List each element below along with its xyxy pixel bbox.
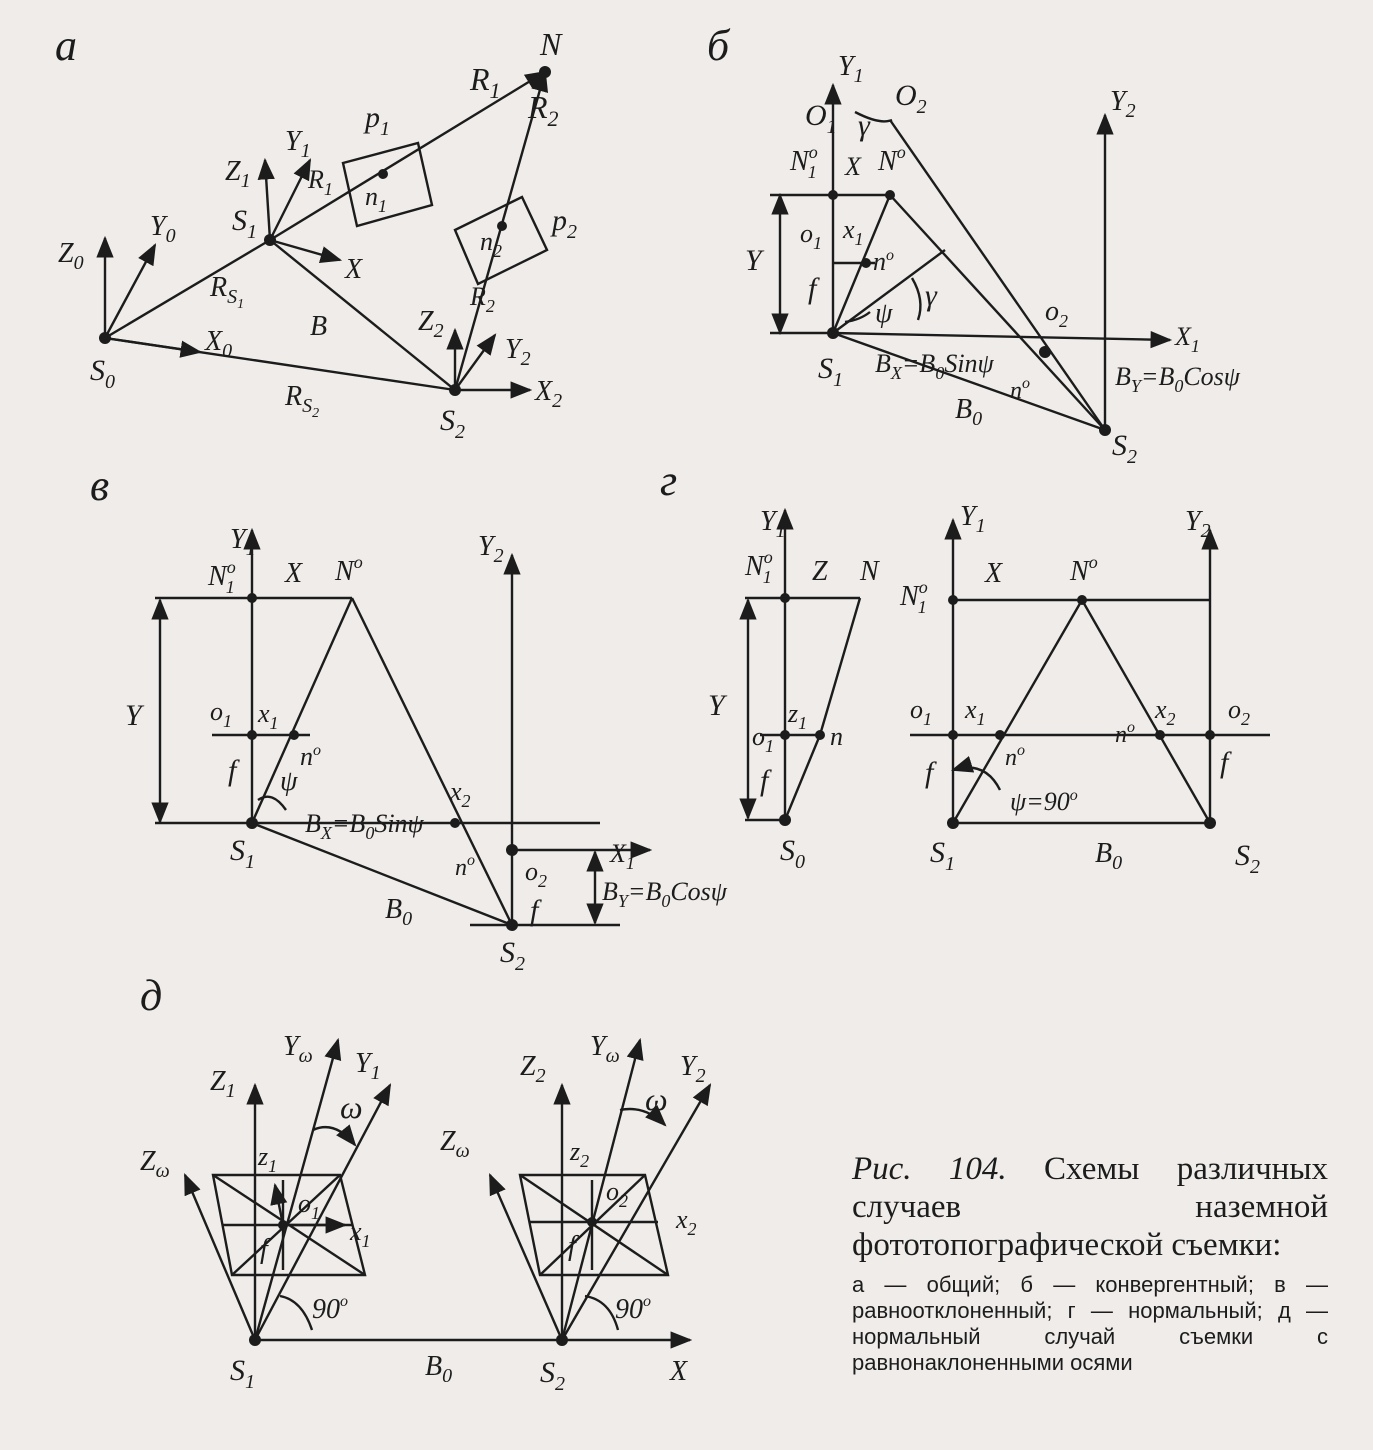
caption-number: Рис. 104. — [852, 1151, 1007, 1187]
label-n2o: $n^o$ — [1010, 375, 1030, 404]
label-x2-right: $x_2$ — [1155, 695, 1176, 729]
base-b0 — [252, 823, 512, 925]
label-bx: $B_X=B_0Sin\psi$ — [875, 349, 994, 383]
label-x: X — [345, 254, 363, 285]
label-x2: $x_2$ — [450, 777, 471, 811]
point-n1o-img — [289, 730, 299, 740]
label-z2-img: $z_2$ — [570, 1137, 590, 1171]
label-p1: $p_1$ — [365, 101, 390, 140]
point-s1 — [264, 234, 276, 246]
label-y1-right: $Y_1$ — [960, 501, 986, 537]
ray-n-s0 — [785, 735, 820, 820]
ray-no-s2 — [1082, 600, 1210, 823]
label-f2-right: f — [1220, 746, 1229, 779]
point-n2o-img — [1155, 730, 1165, 740]
point-s2 — [1204, 817, 1216, 829]
label-90-2: 90$^o$ — [615, 1293, 651, 1325]
label-z-left: Z — [812, 556, 828, 587]
label-s1: $S_1$ — [230, 1354, 255, 1393]
label-s2: $S_2$ — [1112, 429, 1137, 468]
label-s1-right: $S_1$ — [930, 836, 955, 875]
label-z1: $Z_1$ — [210, 1066, 236, 1102]
label-f2: f — [530, 894, 539, 927]
label-no: $N^o$ — [878, 142, 906, 177]
point-n2o — [450, 818, 460, 828]
point-o2 — [587, 1217, 597, 1227]
label-x1-right: $x_1$ — [965, 695, 986, 729]
point-s2 — [506, 919, 518, 931]
label-x2: $X_2$ — [535, 376, 563, 412]
point-n1o — [247, 593, 257, 603]
label-s1: $S_1$ — [818, 352, 843, 391]
label-n1o-right: $N^o$ 1 — [900, 577, 928, 617]
label-yw2: $Y_\omega$ — [590, 1031, 620, 1067]
label-f: f — [808, 272, 817, 305]
panel-b — [707, 21, 1241, 468]
label-n1o: $N^o$ 1 — [790, 142, 818, 182]
label-n1o-img: $n^o$ — [1005, 742, 1025, 771]
axis-x1 — [833, 333, 1170, 340]
label-y0: $Y_0$ — [150, 211, 176, 247]
panel-b-label: б — [707, 21, 730, 70]
label-z1: $Z_1$ — [225, 156, 251, 192]
label-b0-right: $B_0$ — [1095, 838, 1123, 874]
label-rs1: $R_S1$ — [210, 272, 245, 312]
label-o2-right: $o_2$ — [1228, 695, 1250, 729]
caption-legend: а — общий; б — конвергентный; в — равноотклоненный; г — нормальный; д — нормальный случай съемки с равнонаклоненными осями — [852, 1272, 1328, 1375]
panel-v — [90, 461, 728, 975]
axis-z1 — [265, 160, 270, 240]
label-zw2: $Z_\omega$ — [440, 1126, 470, 1162]
label-s1: $S_1$ — [232, 204, 257, 243]
label-z1-img: $z_1$ — [258, 1142, 278, 1176]
panel-d-label: д — [140, 971, 163, 1020]
label-o2: $o_2$ — [606, 1177, 628, 1211]
point-n1o — [828, 190, 838, 200]
label-x-right: X — [985, 558, 1003, 589]
point-n1 — [378, 169, 388, 179]
label-f: f — [228, 754, 237, 787]
point-n1o-left — [780, 593, 790, 603]
point-n1o-img — [995, 730, 1005, 740]
label-s2: $S_2$ — [500, 936, 525, 975]
point-s1 — [827, 327, 839, 339]
arc-psi — [953, 768, 1000, 791]
label-bx: $B_X=B_0Sin\psi$ — [305, 809, 424, 843]
label-s0: $S_0$ — [780, 834, 805, 873]
label-no: $N^o$ — [335, 552, 363, 587]
panel-d — [140, 971, 710, 1395]
panel-a — [55, 21, 577, 443]
point-s2 — [449, 384, 461, 396]
label-psi90: $\psi=90^o$ — [1010, 787, 1078, 816]
label-o2-small: $o_2$ — [1045, 296, 1068, 331]
label-r2-prime: $R_2$ — [470, 282, 495, 316]
label-f: f — [260, 1234, 268, 1265]
label-y2-right: $Y_2$ — [1185, 506, 1211, 542]
panel-g-label: г — [660, 456, 678, 505]
label-x1: $x_1$ — [843, 215, 864, 249]
arc-psi — [258, 797, 286, 810]
label-y2: $Y_2$ — [680, 1051, 706, 1087]
arc-gamma — [912, 278, 920, 320]
label-gamma: γ — [925, 279, 937, 312]
label-y2: $Y_2$ — [478, 531, 504, 567]
panel-v-label: в — [90, 461, 110, 510]
label-o1-left: $o_1$ — [752, 722, 774, 756]
label-gamma-top: γ — [858, 109, 870, 142]
arc-90 — [280, 1296, 312, 1330]
label-omega: ω — [340, 1089, 363, 1125]
label-o2: $o_2$ — [525, 857, 547, 891]
label-90: 90$^o$ — [312, 1293, 348, 1325]
label-x-axis: X — [670, 1356, 688, 1387]
label-n1: $n_1$ — [365, 182, 387, 216]
label-o1: $O_1$ — [805, 99, 837, 138]
label-y2: $Y_2$ — [1110, 86, 1136, 122]
label-b0: $B_0$ — [425, 1351, 453, 1387]
label-z2: $Z_2$ — [520, 1051, 546, 1087]
point-s2 — [1099, 424, 1111, 436]
arc-90-2 — [585, 1296, 618, 1330]
label-n1o-left: $N^o$ 1 — [745, 547, 773, 587]
label-x1: $x_1$ — [258, 699, 279, 733]
point-n2 — [497, 221, 507, 231]
label-n: N — [540, 26, 562, 62]
label-o2: $O_2$ — [895, 79, 927, 118]
point-n-left — [815, 730, 825, 740]
axis-y2 — [455, 335, 495, 390]
label-f-right: f — [925, 756, 934, 789]
ray-no-s2 — [352, 598, 512, 925]
label-x1-axis: $X_1$ — [1175, 322, 1200, 356]
point-o2 — [1039, 346, 1051, 358]
label-no-right: $N^o$ — [1070, 552, 1098, 587]
point-n1o-img — [861, 258, 871, 268]
label-zw: $Z_\omega$ — [140, 1146, 170, 1182]
label-x: X — [285, 558, 303, 589]
label-b: B — [310, 311, 328, 342]
point-o2-right — [1205, 730, 1215, 740]
label-n1o-img: $n^o$ — [300, 742, 321, 771]
label-f-left: f — [760, 764, 769, 797]
label-s2: $S_2$ — [540, 1356, 565, 1395]
label-y2: $Y_2$ — [505, 334, 531, 370]
label-y1-left: $Y_1$ — [760, 506, 786, 542]
label-x: X — [845, 152, 861, 181]
label-b0: $B_0$ — [955, 394, 983, 430]
label-r1: $R_1$ — [470, 61, 501, 103]
photo-p1 — [343, 143, 432, 226]
label-s2-right: $S_2$ — [1235, 839, 1260, 878]
label-s2: $S_2$ — [440, 404, 465, 443]
point-s1 — [947, 817, 959, 829]
label-yw: $Y_\omega$ — [283, 1031, 313, 1067]
label-n2: $n_2$ — [480, 227, 502, 261]
ray-no-s2 — [890, 195, 1105, 430]
point-n — [539, 66, 551, 78]
label-s0: $S_0$ — [90, 354, 115, 393]
label-n-small: n — [830, 722, 843, 751]
point-o1-left — [780, 730, 790, 740]
label-y-dim: Y — [745, 244, 762, 277]
point-o1-right — [948, 730, 958, 740]
label-b0: $B_0$ — [385, 894, 413, 930]
point-o1 — [278, 1220, 288, 1230]
label-psi: ψ — [875, 298, 893, 329]
vector-rs1 — [105, 240, 270, 338]
label-o1: $o_1$ — [298, 1189, 320, 1223]
ray-n-left — [820, 598, 860, 735]
label-y-dim: Y — [125, 699, 142, 732]
axis-zw — [185, 1175, 255, 1340]
panel-a-label: а — [55, 21, 77, 70]
label-o1: $o_1$ — [210, 697, 232, 731]
point-n1o-right — [948, 595, 958, 605]
label-r2: $R_2$ — [528, 89, 559, 131]
point-no — [885, 190, 895, 200]
label-p2: $p_2$ — [552, 204, 577, 243]
point-s1 — [246, 817, 258, 829]
label-y1: $Y_1$ — [355, 1048, 381, 1084]
label-by: $B_Y=B_0Cos\psi$ — [602, 877, 727, 911]
label-y-dim-left: Y — [708, 689, 725, 722]
label-x1: $x_1$ — [350, 1217, 371, 1251]
label-by: $B_Y=B_0Cos\psi$ — [1115, 362, 1240, 396]
label-y1: $Y_1$ — [230, 524, 256, 560]
label-y1: $Y_1$ — [285, 126, 311, 162]
point-s2 — [556, 1334, 568, 1346]
arc-omega — [313, 1127, 355, 1145]
label-rs2: $R_S2$ — [285, 381, 320, 421]
caption-text: Схемы различных случаев наземной фототопографической съемки: — [852, 1151, 1328, 1263]
label-n1o: $N^o$ 1 — [208, 557, 236, 597]
point-o1 — [247, 730, 257, 740]
label-z0: $Z_0$ — [58, 238, 84, 274]
label-n2o-img: $n^o$ — [1115, 719, 1135, 748]
label-x0: $X_0$ — [205, 326, 233, 362]
label-x2: $x_2$ — [676, 1205, 697, 1239]
label-n2o: $n^o$ — [455, 852, 475, 881]
caption-title — [852, 1150, 1328, 1264]
label-n1o-img: $n^o$ — [873, 247, 894, 276]
panel-g — [660, 456, 1270, 878]
label-y1: $Y_1$ — [838, 51, 864, 87]
label-z1-left: $z_1$ — [788, 699, 808, 733]
label-z2: $Z_2$ — [418, 306, 444, 342]
point-s0 — [779, 814, 791, 826]
point-s1 — [249, 1334, 261, 1346]
figure-caption — [852, 1150, 1328, 1376]
label-psi: ψ — [280, 766, 298, 797]
label-o1-small: $o_1$ — [800, 219, 822, 253]
label-n-left: N — [860, 556, 879, 587]
label-f2: f — [568, 1231, 576, 1262]
label-s1: $S_1$ — [230, 834, 255, 873]
axis-x0 — [105, 338, 200, 352]
point-no-right — [1077, 595, 1087, 605]
label-omega2: ω — [645, 1081, 668, 1117]
point-s0 — [99, 332, 111, 344]
point-o2 — [506, 844, 518, 856]
label-x1-axis: $X_1$ — [610, 839, 635, 873]
label-r1-prime: $R_1$ — [308, 165, 333, 199]
label-o1-right: $o_1$ — [910, 695, 932, 729]
axis-o2 — [890, 120, 1105, 430]
